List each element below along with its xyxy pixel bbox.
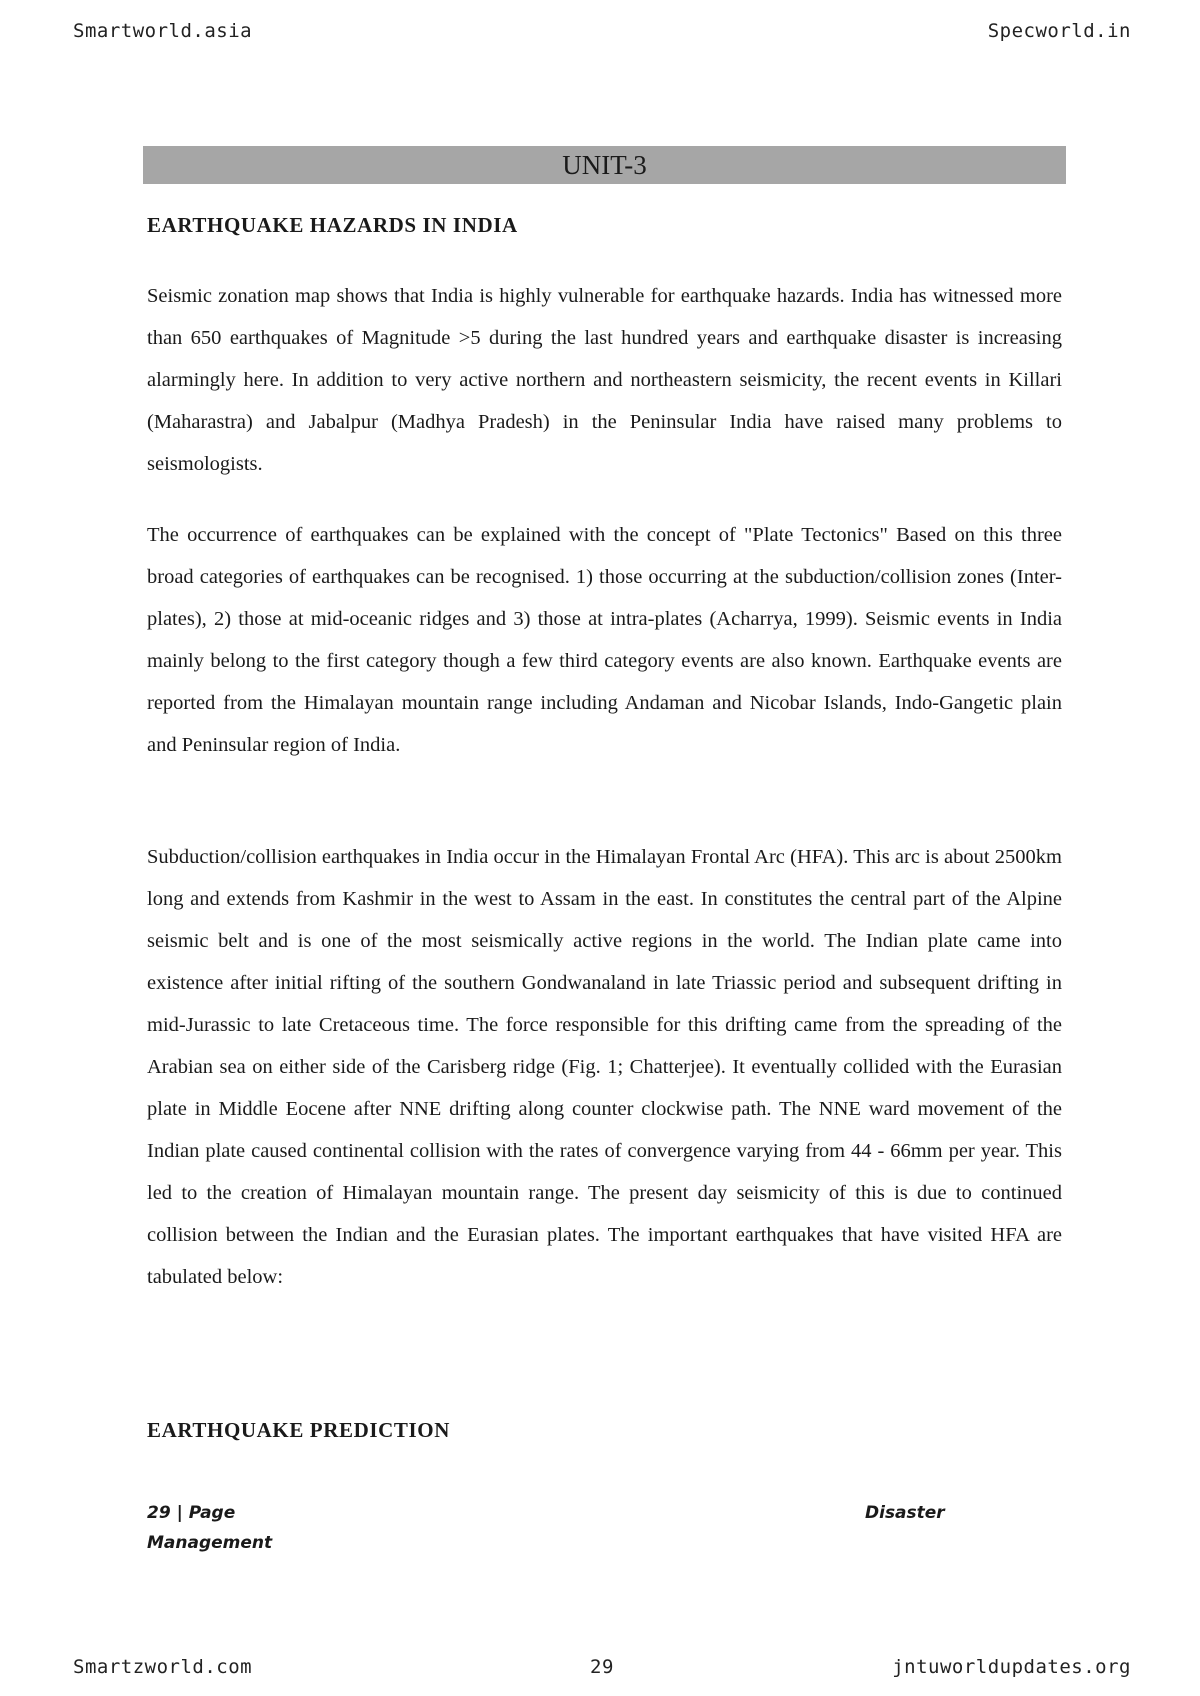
unit-title-bar: UNIT-3 <box>143 146 1066 184</box>
subject-label-part2: Management <box>147 1533 273 1553</box>
header-site-left: Smartworld.asia <box>73 20 253 42</box>
section-heading-prediction: EARTHQUAKE PREDICTION <box>147 1418 450 1442</box>
header-site-right: Specworld.in <box>987 20 1131 42</box>
footer-page-number: 29 <box>590 1656 614 1678</box>
paragraph-subduction: Subduction/collision earthquakes in India occur in the Himalayan Frontal Arc (HFA). This arc is about 2500km long and extends from Kashmir in the west to Assam in the east. In constitutes the central part of the Alpine seismic belt and is one of the most seismically active regions in the world. The Indian plate came into existence after initial rifting of the southern Gondwanaland in late Triassic period and subsequent drifting in mid-Jurassic to late Cretaceous time. The force responsible for this drifting came from the spreading of the Arabian sea on either side of the Carisberg ridge (Fig. 1; Chatterjee). It eventually collided with the Eurasian plate in Middle Eocene after NNE drifting along counter clockwise path. The NNE ward movement of the Indian plate caused continental collision with the rates of convergence varying from 44 - 66mm per year. This led to the creation of Himalayan mountain range. The present day seismicity of this is due to continued collision between the Indian and the Eurasian plates. The important earthquakes that have visited HFA are tabulated below: <box>147 846 1062 1288</box>
footer-site-left: Smartzworld.com <box>73 1656 253 1678</box>
paragraph-seismic-zonation: Seismic zonation map shows that India is highly vulnerable for earthquake hazards. India has witnessed more than 650 earthquakes of Magnitude >5 during the last hundred years and earthquake disaster is increasing alarmingly here. In addition to very active northern and northeastern seismicity, the recent events in Killari (Maharastra) and Jabalpur (Madhya Pradesh) in the Peninsular India have raised many problems to seismologists. <box>147 285 1062 475</box>
paragraph-plate-tectonics: The occurrence of earthquakes can be explained with the concept of "Plate Tectonics" Based on this three broad categories of earthquakes can be recognised. 1) those occurring at the subduction/collision zones (Inter-plates), 2) those at mid-oceanic ridges and 3) those at intra-plates (Acharrya, 1999). Seismic events in India mainly belong to the first category though a few third category events are also known. Earthquake events are reported from the Himalayan mountain range including Andaman and Nicobar Islands, Indo-Gangetic plain and Peninsular region of India. <box>147 524 1062 756</box>
section-heading-hazards: EARTHQUAKE HAZARDS IN INDIA <box>147 213 518 237</box>
subject-label-part1: Disaster <box>865 1503 945 1523</box>
footer-site-right: jntuworldupdates.org <box>892 1656 1131 1678</box>
page-label: 29 | Page <box>147 1503 236 1523</box>
